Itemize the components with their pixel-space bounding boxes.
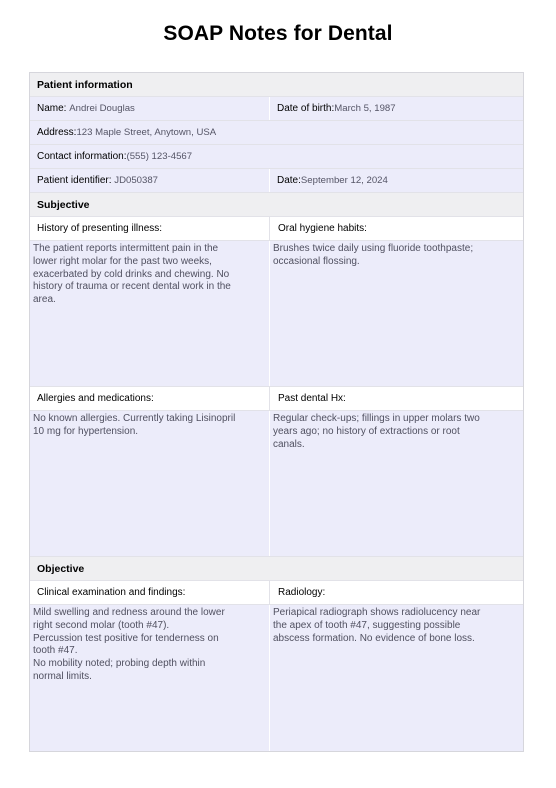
soap-form <box>29 72 524 752</box>
hpi-textarea[interactable]: The patient reports intermittent pain in the lower right molar for the past two weeks, exacerbated by cold drinks and chewing. No history of trauma or recent dental work in the area. <box>30 241 270 386</box>
allergies-label: Allergies and medications: <box>30 387 270 410</box>
section-header-objective <box>30 557 523 581</box>
exam-label: Clinical examination and findings: <box>30 581 270 604</box>
contact-value: (555) 123-4567 <box>126 151 193 162</box>
date-label: Date: <box>277 175 301 186</box>
dob-label: Date of birth: <box>277 103 335 114</box>
contact-field[interactable] <box>30 145 523 168</box>
date-value: September 12, 2024 <box>300 175 388 186</box>
patient-id-field[interactable] <box>30 169 270 192</box>
name-value: Andrei Douglas <box>69 103 135 114</box>
patient-id-label: Patient identifier: <box>37 175 112 186</box>
name-label: Name: <box>37 103 67 114</box>
past-dental-textarea[interactable]: Regular check-ups; fillings in upper molars two years ago; no history of extractions or root canals. <box>273 413 480 450</box>
field-row-id-date <box>30 169 523 193</box>
label-row-hpi-hygiene <box>30 217 523 241</box>
field-row-name-dob <box>30 97 523 121</box>
dob-field[interactable] <box>270 97 523 120</box>
contact-label: Contact information: <box>37 151 127 162</box>
section-title: Patient information <box>37 78 133 91</box>
section-title: Objective <box>37 562 85 575</box>
hygiene-textarea[interactable]: Brushes twice daily using fluoride toothpaste; occasional flossing. <box>273 243 474 267</box>
section-title: Subjective <box>37 198 90 211</box>
section-header-subjective <box>30 193 523 217</box>
label-row-exam-radiology <box>30 581 523 605</box>
hygiene-label: Oral hygiene habits: <box>278 223 367 234</box>
address-field[interactable] <box>30 121 523 144</box>
dob-value: March 5, 1987 <box>334 103 396 114</box>
name-field[interactable] <box>30 97 270 120</box>
text-row-hpi-hygiene <box>30 241 523 387</box>
allergies-textarea[interactable]: No known allergies. Currently taking Lisinopril 10 mg for hypertension. <box>30 411 270 556</box>
label-row-allergies-past-dental <box>30 387 523 411</box>
patient-id-value: JD050387 <box>114 175 159 186</box>
date-field[interactable] <box>270 169 523 192</box>
hpi-label: History of presenting illness: <box>30 217 270 240</box>
page-title: SOAP Notes for Dental <box>163 22 393 45</box>
radiology-label: Radiology: <box>278 587 326 598</box>
address-value: 123 Maple Street, Anytown, USA <box>76 127 217 138</box>
text-row-allergies-past-dental <box>30 411 523 557</box>
field-row-address <box>30 121 523 145</box>
exam-textarea[interactable]: Mild swelling and redness around the lower right second molar (tooth #47). Percussion test positive for tenderness on tooth #47. No mobility noted; probing depth within normal limits. <box>30 605 270 751</box>
radiology-textarea[interactable]: Periapical radiograph shows radiolucency near the apex of tooth #47, suggesting possible abscess formation. No evidence of bone loss. <box>273 607 481 644</box>
address-label: Address: <box>37 127 77 138</box>
section-header-patient-information <box>30 73 523 97</box>
past-dental-label: Past dental Hx: <box>278 393 346 404</box>
text-row-exam-radiology <box>30 605 523 751</box>
field-row-contact <box>30 145 523 169</box>
